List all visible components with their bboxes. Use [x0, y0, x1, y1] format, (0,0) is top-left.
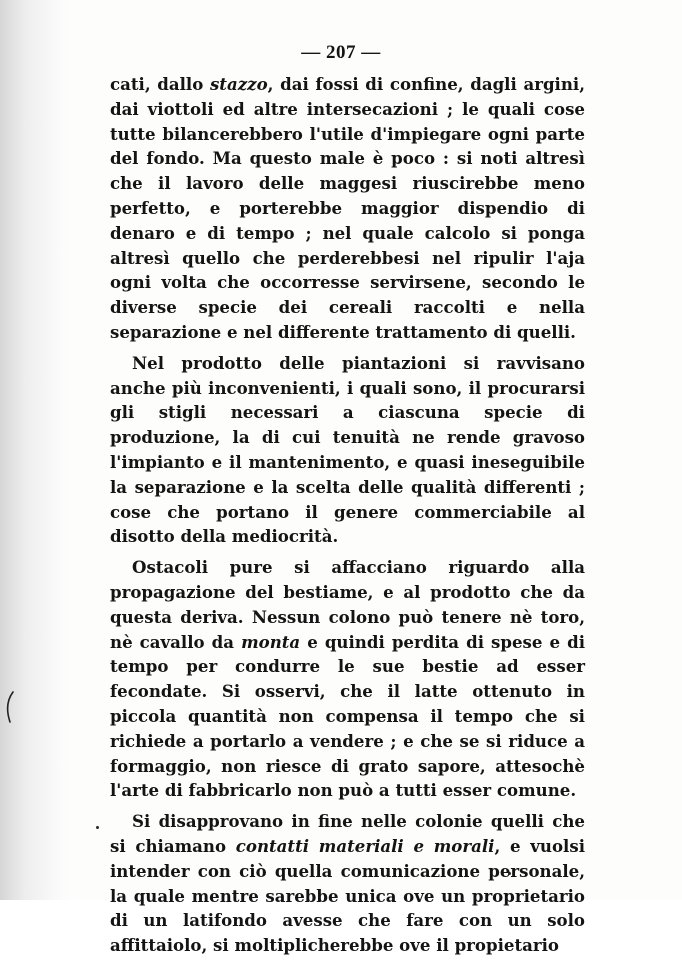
italic-term-monta: monta [241, 631, 301, 652]
paragraph-1 [110, 72, 585, 345]
margin-pencil-mark [4, 690, 16, 724]
italic-term-stazzo: stazzo [209, 74, 268, 94]
paragraph-4 [110, 809, 585, 958]
paragraph-3 [110, 555, 585, 803]
ink-speck [96, 826, 99, 829]
page-gutter-shadow [0, 0, 70, 900]
text-run: , e vuolsi intender con ciò quella comunicazione personale, la quale mentre sarebbe unica ove un proprietario di un latifondo avesse che fare con un solo affittaiolo, si moltiplicherebbe ove il propietario [110, 835, 585, 956]
text-run: Ostacoli pure si affacciano riguardo alla propagazione del bestiame, e al prodotto che da questa deriva. Nessun colono può tenere nè toro, nè cavallo da [110, 557, 585, 652]
body-text [110, 72, 585, 964]
page-number: — 207 — [301, 42, 381, 63]
text-run: cati, dallo [110, 74, 210, 94]
paragraph-2 [110, 351, 585, 549]
text-run: Si disapprovano in fine nelle colonie quelli che si chiamano [110, 811, 585, 856]
text-run: Nel prodotto delle piantazioni si ravvisano anche più inconvenienti, i quali sono, il procurarsi gli stigli necessari a ciascuna specie di produzione, la di cui tenuità ne rende gravoso l'impianto e il mantenimento, e quasi ineseguibile la separazione e la scelta delle qualità differenti ; cose che portano il genere commerciabile al disotto della mediocrità. [110, 352, 585, 547]
italic-term-contatti: contatti materiali e morali [235, 835, 495, 856]
text-run: e quindi perdita di spese e di tempo per condurre le sue bestie ad esser fecondate. Si osservi, che il latte ottenuto in piccola quantità non compensa il tempo che si richiede a portarlo a vendere ; e che se si riduce a formaggio, non riesce di grato sapore, attesochè l'arte di fabbricarlo non può a tutti esser comune. [110, 631, 586, 801]
text-run: , dai fossi di confine, dagli argini, dai viottoli ed altre intersecazioni ; le quali cose tutte bilancerebbero l'utile d'impiegare ogni parte del fondo. Ma questo male è poco : si noti altresì che il lavoro delle maggesi riuscirebbe meno perfetto, e porterebbe maggior dispendio di denaro e di tempo ; nel quale calcolo si ponga altresì quello che perderebbesi nel ripulir l'aja ogni volta che occorresse servirsene, secondo le diverse specie dei cereali raccolti e nella separazione e nel differente trattamento di quelli. [110, 74, 585, 342]
